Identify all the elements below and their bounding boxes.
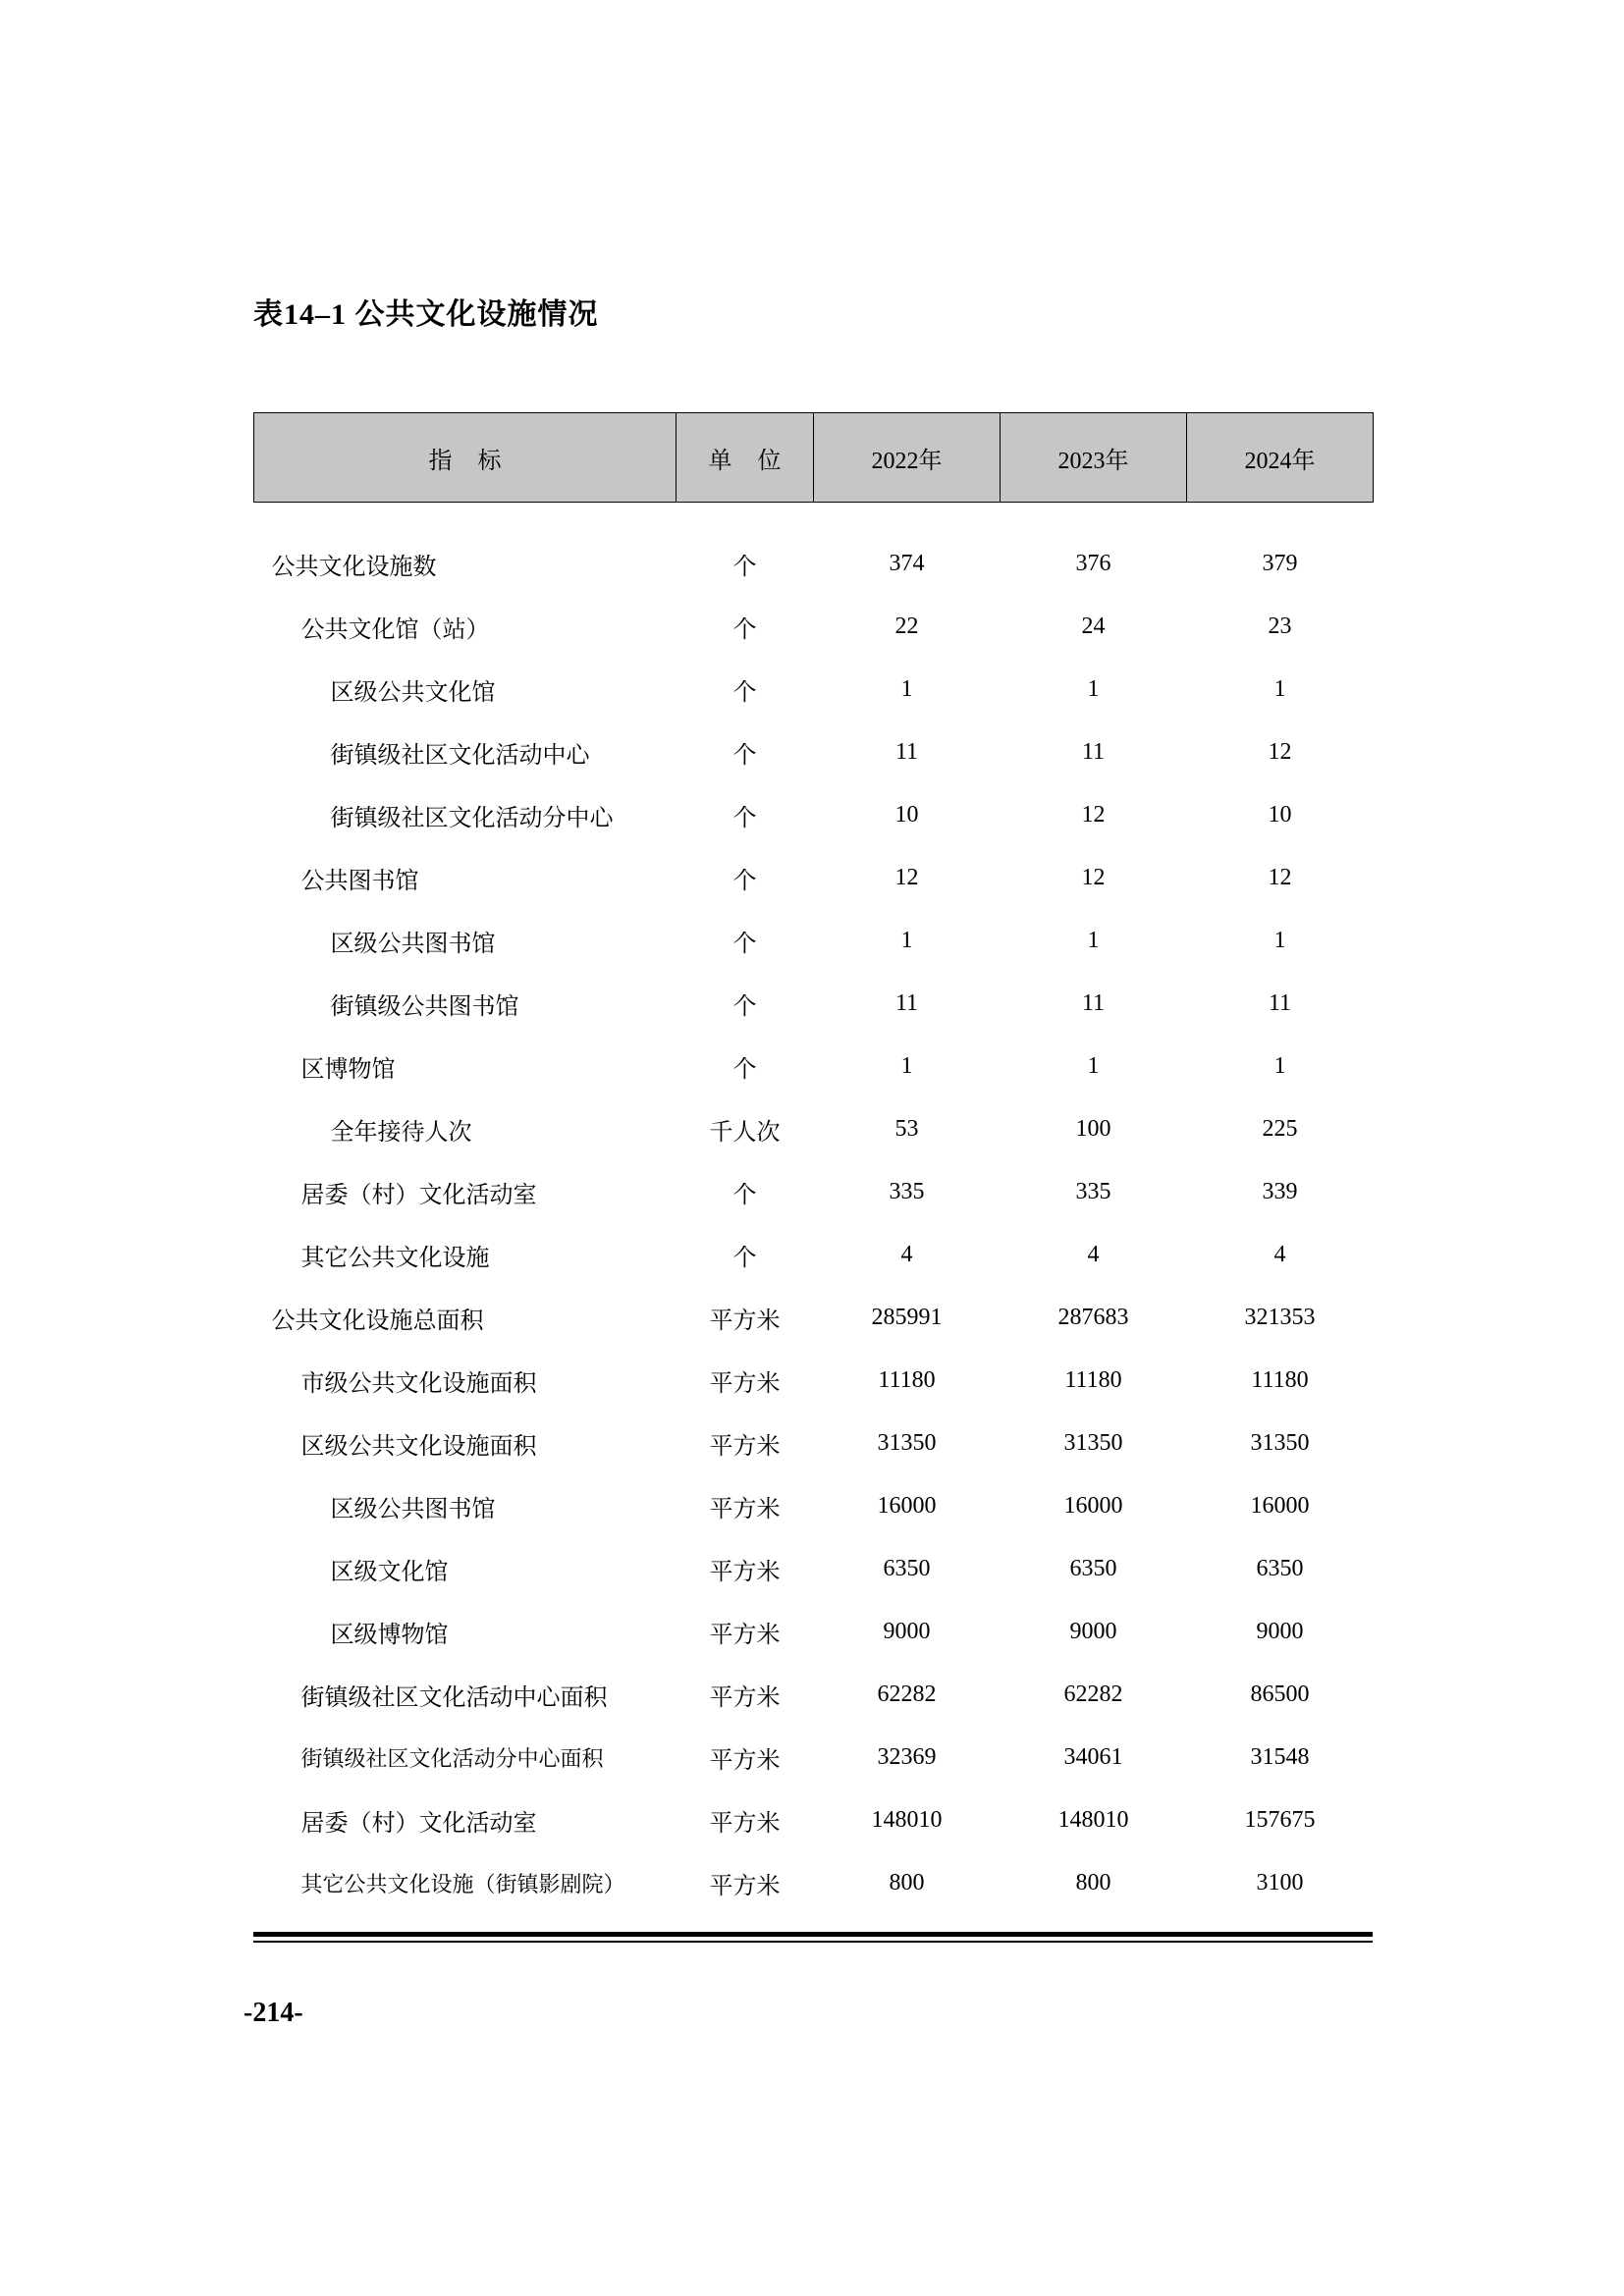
column-header-2022: 2022年 [814,413,1001,503]
row-value-2022: 285991 [871,1304,943,1330]
row-value-2022: 16000 [877,1492,937,1519]
row-value-2022: 11 [894,989,919,1016]
row-value-2023: 34061 [1063,1743,1123,1770]
row-value-2024: 10 [1268,801,1292,828]
row-label: 街镇级社区文化活动中心 [330,742,590,769]
row-label: 区级公共文化馆 [330,679,496,706]
row-value-2022: 800 [889,1869,925,1896]
row-value-2024: 12 [1268,864,1292,890]
row-value-2023: 11180 [1064,1366,1122,1393]
row-label: 区博物馆 [300,1056,396,1083]
table-row [254,1223,1374,1286]
statistics-table-container [253,412,1373,1914]
table-row [254,972,1374,1035]
table-row [254,1349,1374,1412]
table-spacer-row [254,503,1374,533]
row-label: 区级博物馆 [330,1622,449,1648]
row-value-2022: 31350 [877,1429,937,1456]
row-value-2022: 4 [900,1241,913,1267]
footer-rule-thin [253,1941,1373,1943]
row-label: 区级公共图书馆 [330,931,496,957]
row-value-2024: 157675 [1244,1806,1316,1833]
table-row [254,1160,1374,1223]
table-row [254,1286,1374,1349]
row-unit: 个 [732,931,757,957]
row-value-2022: 22 [894,613,919,639]
table-spacer-cell [1001,503,1187,533]
row-value-2023: 9000 [1069,1618,1117,1644]
row-unit: 个 [732,993,757,1020]
table-row [254,1789,1374,1851]
row-value-2024: 9000 [1256,1618,1304,1644]
row-value-2024: 86500 [1250,1681,1310,1707]
row-value-2024: 379 [1262,550,1298,576]
row-unit: 平方米 [709,1873,781,1899]
row-value-2022: 1 [900,927,913,953]
row-value-2024: 1 [1273,927,1286,953]
row-unit: 平方米 [709,1370,781,1397]
column-header-unit: 单 位 [677,413,814,503]
row-unit: 平方米 [709,1559,781,1585]
row-value-2023: 376 [1075,550,1111,576]
row-unit: 个 [732,554,757,580]
table-header-row [254,413,1374,503]
page-number: -214- [244,1998,303,2028]
statistics-table [253,412,1374,1914]
row-unit: 平方米 [709,1747,781,1774]
row-unit: 个 [732,1056,757,1083]
row-value-2024: 16000 [1250,1492,1310,1519]
table-spacer-cell [254,503,677,533]
footer-rule [253,1932,1373,1943]
row-value-2023: 148010 [1057,1806,1129,1833]
row-value-2023: 335 [1075,1178,1111,1204]
table-row [254,1035,1374,1097]
row-label: 区级公共文化设施面积 [300,1433,537,1460]
row-unit: 个 [732,1245,757,1271]
table-spacer-cell [677,503,814,533]
row-label: 街镇级社区文化活动中心面积 [300,1684,608,1711]
row-value-2022: 32369 [877,1743,937,1770]
row-value-2023: 1 [1087,675,1100,702]
row-unit: 个 [732,805,757,831]
row-unit: 个 [732,868,757,894]
row-value-2024: 4 [1273,1241,1286,1267]
row-unit: 千人次 [709,1119,781,1146]
row-label: 街镇级社区文化活动分中心 [330,805,614,831]
table-row [254,1663,1374,1726]
row-value-2023: 62282 [1063,1681,1123,1707]
row-label: 公共图书馆 [300,868,419,894]
table-row [254,532,1374,595]
row-value-2022: 11180 [878,1366,936,1393]
row-value-2023: 4 [1087,1241,1100,1267]
table-spacer-cell [1187,503,1374,533]
table-row [254,1412,1374,1474]
row-value-2023: 6350 [1069,1555,1117,1581]
row-label: 居委（村）文化活动室 [300,1182,537,1208]
row-unit: 平方米 [709,1622,781,1648]
table-row [254,909,1374,972]
row-label: 其它公共文化设施（街镇影剧院） [300,1871,625,1896]
row-value-2022: 335 [889,1178,925,1204]
row-unit: 个 [732,679,757,706]
row-value-2022: 374 [889,550,925,576]
row-value-2024: 31548 [1250,1743,1310,1770]
row-value-2022: 6350 [883,1555,931,1581]
table-row [254,1726,1374,1789]
row-value-2024: 339 [1262,1178,1298,1204]
row-unit: 平方米 [709,1684,781,1711]
column-header-2024: 2024年 [1187,413,1374,503]
table-row [254,1600,1374,1663]
row-value-2024: 11180 [1251,1366,1309,1393]
row-value-2024: 31350 [1250,1429,1310,1456]
table-row [254,1474,1374,1537]
row-value-2023: 1 [1087,927,1100,953]
row-value-2024: 6350 [1256,1555,1304,1581]
row-value-2024: 12 [1268,738,1292,765]
row-unit: 平方米 [709,1433,781,1460]
row-value-2024: 23 [1268,613,1292,639]
page-title: 表14–1 公共文化设施情况 [253,298,599,331]
row-label: 市级公共文化设施面积 [300,1370,537,1397]
row-label: 居委（村）文化活动室 [300,1810,537,1837]
table-spacer-cell [814,503,1001,533]
table-body [254,503,1374,1915]
table-row [254,783,1374,846]
row-value-2024: 3100 [1256,1869,1304,1896]
row-label: 街镇级社区文化活动分中心面积 [300,1745,604,1771]
row-label: 公共文化设施总面积 [271,1308,484,1334]
row-value-2023: 287683 [1057,1304,1129,1330]
row-value-2023: 16000 [1063,1492,1123,1519]
row-label: 公共文化设施数 [271,554,437,580]
row-value-2022: 62282 [877,1681,937,1707]
table-row [254,846,1374,909]
row-value-2023: 800 [1075,1869,1111,1896]
table-row [254,1851,1374,1914]
row-value-2024: 1 [1273,675,1286,702]
row-value-2023: 11 [1081,989,1106,1016]
table-row [254,595,1374,658]
table-row [254,1097,1374,1160]
row-unit: 平方米 [709,1810,781,1837]
row-label: 公共文化馆（站） [300,616,490,643]
row-value-2022: 12 [894,864,919,890]
row-value-2022: 10 [894,801,919,828]
row-value-2022: 9000 [883,1618,931,1644]
row-label: 全年接待人次 [330,1119,472,1146]
table-header [254,413,1374,503]
row-value-2022: 148010 [871,1806,943,1833]
row-value-2024: 11 [1268,989,1292,1016]
row-unit: 个 [732,1182,757,1208]
row-value-2022: 1 [900,1052,913,1079]
row-value-2023: 24 [1081,613,1106,639]
row-value-2022: 53 [894,1115,919,1142]
row-unit: 平方米 [709,1496,781,1522]
row-value-2023: 11 [1081,738,1106,765]
row-label: 街镇级公共图书馆 [330,993,519,1020]
table-row [254,658,1374,721]
column-header-indicator: 指 标 [254,413,677,503]
table-row [254,1537,1374,1600]
row-label: 区级公共图书馆 [330,1496,496,1522]
row-unit: 个 [732,742,757,769]
row-unit: 个 [732,616,757,643]
table-row [254,721,1374,783]
row-value-2023: 31350 [1063,1429,1123,1456]
column-header-2023: 2023年 [1001,413,1187,503]
row-value-2023: 12 [1081,864,1106,890]
row-value-2023: 100 [1075,1115,1111,1142]
row-value-2024: 1 [1273,1052,1286,1079]
row-value-2024: 321353 [1244,1304,1316,1330]
row-value-2022: 11 [894,738,919,765]
row-value-2024: 225 [1262,1115,1298,1142]
row-value-2023: 1 [1087,1052,1100,1079]
row-value-2023: 12 [1081,801,1106,828]
row-unit: 平方米 [709,1308,781,1334]
row-value-2022: 1 [900,675,913,702]
row-label: 区级文化馆 [330,1559,449,1585]
row-label: 其它公共文化设施 [300,1245,490,1271]
